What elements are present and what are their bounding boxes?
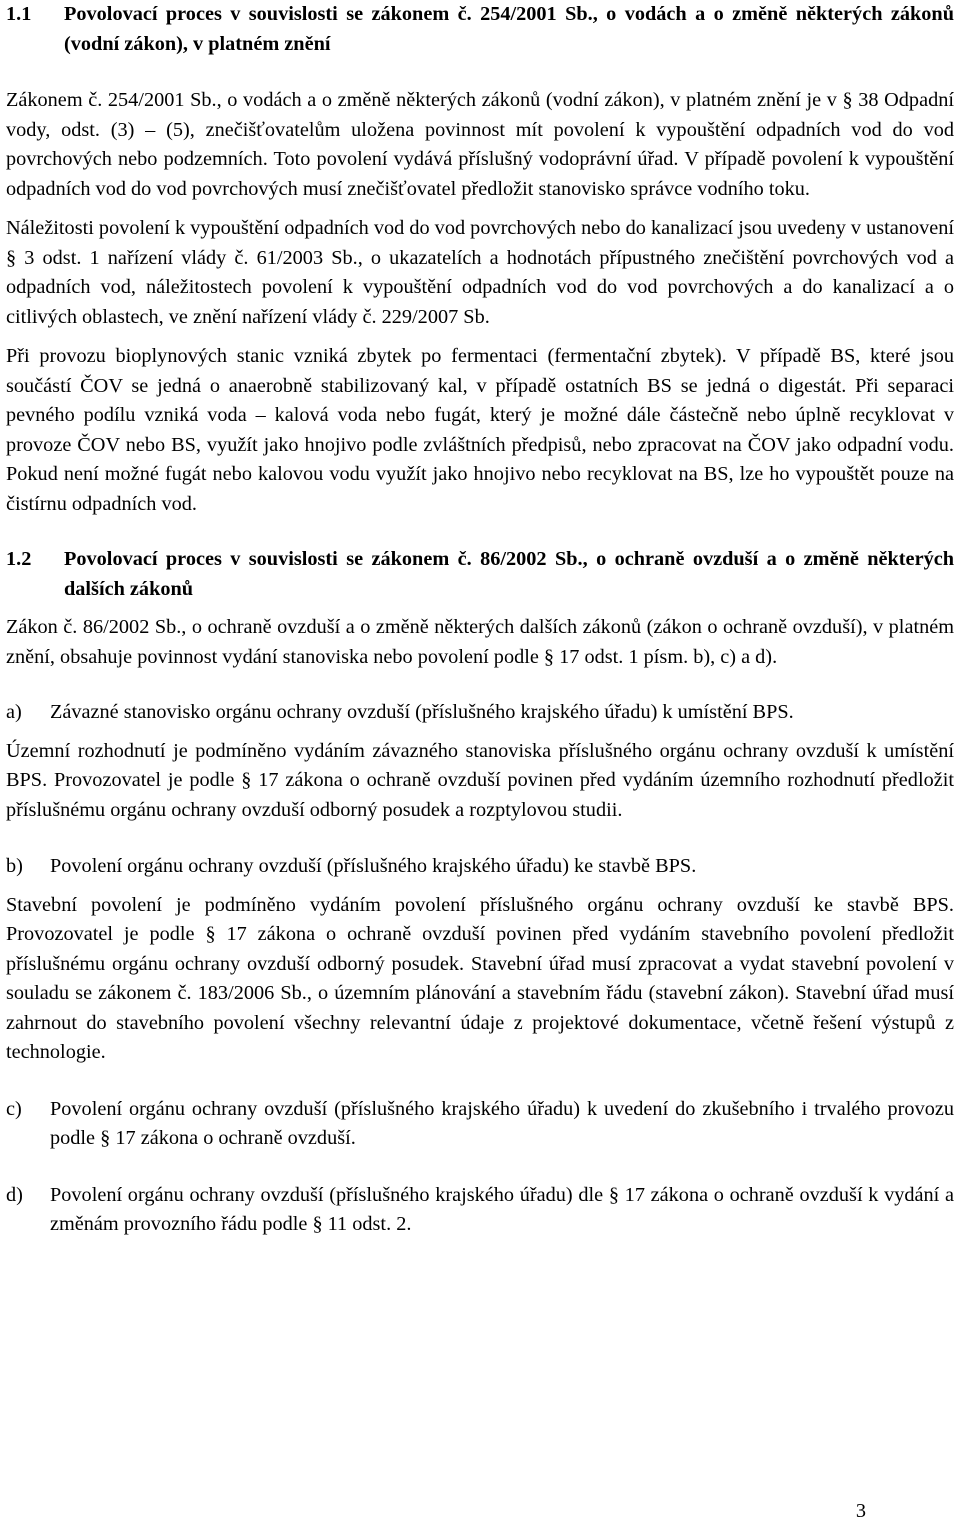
list-item-b (6, 852, 954, 882)
paragraph: Územní rozhodnutí je podmíněno vydáním závazného stanoviska příslušného orgánu ochrany ovzduší k umístění BPS. Provozovatel je podle § 17 zákona o ochraně ovzduší povinen před vydáním územního rozhodnutí předložit příslušnému orgánu ochrany ovzduší odborný posudek a rozptylovou studii. (6, 739, 954, 821)
section-title: Povolovací proces v souvislosti se zákonem č. 86/2002 Sb., o ochraně ovzduší a o změně některých dalších zákonů (64, 548, 954, 600)
paragraph: Při provozu bioplynových stanic vzniká zbytek po fermentaci (fermentační zbytek). V případě BS, které jsou součástí ČOV se jedná o anaerobně stabilizovaný kal, v případě ostatních BS se jedná o digestát. Při separaci pevného podílu vzniká voda – kalová voda nebo fugát, který je možné dále částečně nebo úplně recyklovat v provoze ČOV nebo BS, využít jako hnojivo podle zvláštních předpisů, nebo zpracovat na ČOV jako odpadní vodu. Pokud není možné fugát nebo kalovou vodu využít jako hnojivo nebo recyklovat na BS, lze ho vypouštět pouze na čistírnu odpadních vod. (6, 345, 954, 515)
document-page (6, 0, 954, 1240)
list-label: a) (6, 701, 22, 723)
section-heading-1-2 (6, 545, 954, 604)
paragraph: Zákonem č. 254/2001 Sb., o vodách a o změně některých zákonů (vodní zákon), v platném znění je v § 38 Odpadní vody, odst. (3) – (5), znečišťovatelům uložena povinnost mít povolení k vypouštění odpadních vod do vod povrchových nebo podzemních. Toto povolení vydává příslušný vodoprávní úřad. V případě povolení k vypouštění odpadních vod do vod povrchových musí znečišťovatel předložit stanovisko správce vodního toku. (6, 89, 954, 200)
list-item-c (6, 1095, 954, 1154)
section-title: Povolovací proces v souvislosti se zákonem č. 254/2001 Sb., o vodách a o změně některých zákonů (vodní zákon), v platném znění (64, 3, 954, 55)
section-heading-1-1 (6, 0, 954, 59)
list-label: b) (6, 855, 23, 877)
section-number: 1.1 (6, 3, 32, 25)
list-text: Povolení orgánu ochrany ovzduší (příslušného krajského úřadu) ke stavbě BPS. (50, 855, 697, 877)
page-number: 3 (855, 1500, 867, 1522)
paragraph: Náležitosti povolení k vypouštění odpadních vod do vod povrchových nebo do kanalizací jsou uvedeny v ustanovení § 3 odst. 1 nařízení vlády č. 61/2003 Sb., o ukazatelích a hodnotách přípustného znečištění povrchových vod a odpadních vod, náležitostech povolení k vypouštění odpadních vod do vod povrchových a do kanalizací a o citlivých oblastech, ve znění nařízení vlády č. 229/2007 Sb. (6, 217, 954, 328)
list-item-a (6, 698, 954, 728)
paragraph: Zákon č. 86/2002 Sb., o ochraně ovzduší a o změně některých dalších zákonů (zákon o ochraně ovzduší), v platném znění, obsahuje povinnost vydání stanoviska nebo povolení podle § 17 odst. 1 písm. b), c) a d). (6, 616, 954, 668)
section-number: 1.2 (6, 548, 32, 570)
list-label: d) (6, 1183, 23, 1206)
list-text: Závazné stanovisko orgánu ochrany ovzduší (příslušného krajského úřadu) k umístění BPS. (50, 701, 794, 723)
list-text: Povolení orgánu ochrany ovzduší (příslušného krajského úřadu) k uvedení do zkušebního i trvalého provozu podle § 17 zákona o ochraně ovzduší. (50, 1097, 954, 1149)
list-label: c) (6, 1097, 22, 1120)
list-item-d (6, 1181, 954, 1240)
list-text: Povolení orgánu ochrany ovzduší (příslušného krajského úřadu) dle § 17 zákona o ochraně ovzduší k vydání a změnám provozního řádu podle § 11 odst. 2. (50, 1183, 954, 1235)
paragraph: Stavební povolení je podmíněno vydáním povolení příslušného orgánu ochrany ovzduší ke stavbě BPS. Provozovatel je podle § 17 zákona o ochraně ovzduší povinen před vydáním stavebního povolení předložit příslušnému orgánu ochrany ovzduší odborný posudek. Stavební úřad musí zpracovat a vydat stavební povolení v souladu se zákonem č. 183/2006 Sb., o územním plánování a stavebním řádu (stavební zákon). Stavební úřad musí zahrnout do stavebního povolení všechny relevantní údaje z projektové dokumentace, včetně řešení výstupů z technologie. (6, 893, 954, 1063)
